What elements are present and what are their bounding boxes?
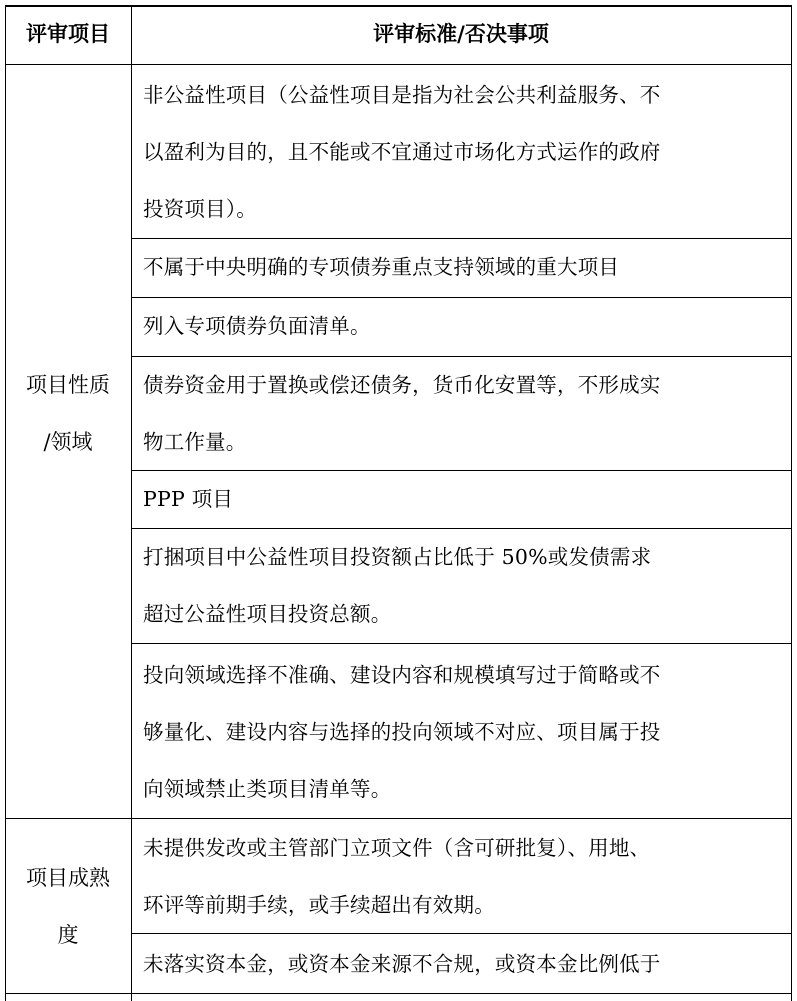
- criteria-row: [143, 298, 371, 355]
- category-line: /领域: [43, 430, 93, 454]
- category-line: 项目成熟: [26, 866, 110, 890]
- criteria-line: 列入专项债券负面清单。: [143, 314, 371, 338]
- criteria-row: [143, 471, 233, 528]
- section-divider: [5, 818, 792, 819]
- criteria-row: [143, 357, 661, 471]
- category-line: 度: [57, 923, 79, 947]
- criteria-row: [143, 67, 661, 238]
- criteria-line: 非公益性项目（公益性项目是指为社会公共利益服务、不: [143, 83, 661, 107]
- criteria-line: 以盈利为目的，且不能或不宜通过市场化方式运作的政府: [143, 140, 661, 164]
- criteria-line: 投资项目）。: [143, 197, 257, 221]
- criteria-line: 超过公益性项目投资总额。: [143, 602, 392, 626]
- column-divider: [131, 5, 132, 1001]
- criteria-row: [143, 529, 651, 643]
- category-line: 项目性质: [26, 373, 110, 397]
- category-project-maturity: [5, 850, 131, 964]
- header-col-review-standard: 评审标准/否决事项: [373, 21, 549, 46]
- table-border-bottom: [5, 993, 792, 994]
- criteria-row: [143, 820, 650, 934]
- criteria-row: [143, 647, 661, 818]
- criteria-line: 向领域禁止类项目清单等。: [143, 777, 392, 801]
- criteria-line: 未落实资本金，或资本金来源不合规，或资本金比例低于: [143, 952, 661, 976]
- criteria-line: 不属于中央明确的专项债券重点支持领域的重大项目: [143, 255, 620, 279]
- criteria-line: 够量化、建设内容与选择的投向领域不对应、项目属于投: [143, 720, 661, 744]
- category-project-nature: [5, 357, 131, 471]
- criteria-line: 打捆项目中公益性项目投资额占比低于 50%或发债需求: [143, 545, 652, 569]
- criteria-row: [143, 239, 619, 296]
- criteria-row: [143, 936, 661, 993]
- criteria-line: 未提供发改或主管部门立项文件（含可研批复）、用地、: [143, 836, 651, 860]
- table-border-right: [791, 5, 792, 1001]
- criteria-line: 投向领域选择不准确、建设内容和规模填写过于简略或不: [143, 663, 661, 687]
- header-col-review-item: 评审项目: [26, 21, 110, 46]
- row-divider: [131, 643, 792, 644]
- header-divider: [5, 64, 792, 65]
- criteria-line: 债券资金用于置换或偿还债务，货币化安置等，不形成实: [143, 373, 661, 397]
- criteria-line: PPP 项目: [143, 487, 234, 511]
- table-border-top: [5, 5, 792, 7]
- criteria-line: 物工作量。: [143, 430, 247, 454]
- criteria-line: 环评等前期手续，或手续超出有效期。: [143, 893, 495, 917]
